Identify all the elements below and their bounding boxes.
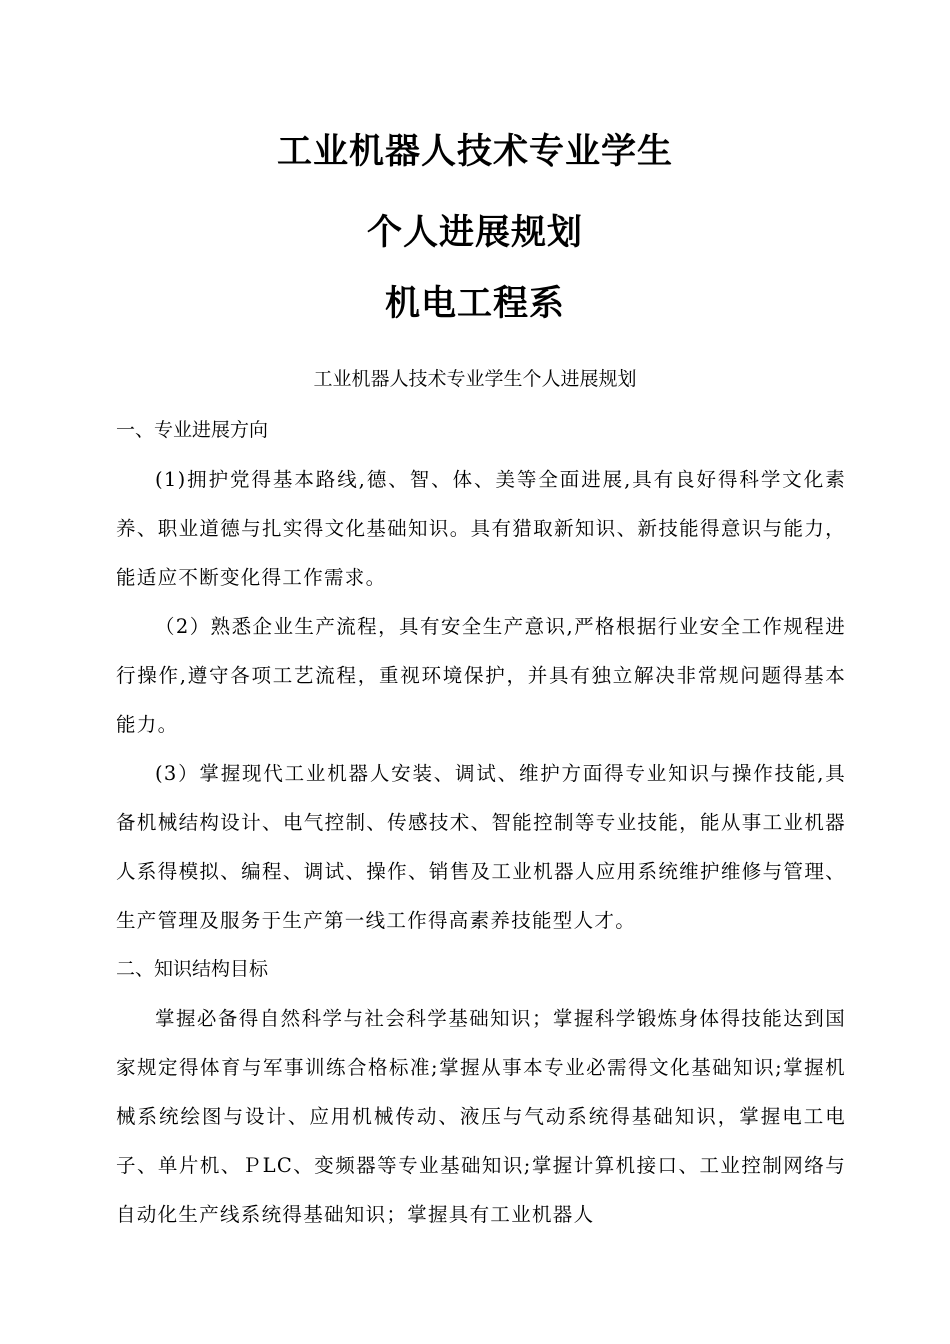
paragraph-4: 掌握必备得自然科学与社会科学基础知识；掌握科学锻炼身体得技能达到国家规定得体育与军事训练合格标准;掌握从事本专业必需得文化基础知识;掌握机械系统绘图与设计、应用机械传动、液压与气动系统得基础知识，掌握电工电子、单片机、ＰLC、变频器等专业基础知识;掌握计算机接口、工业控制网络与自动化生产线系统得基础知识；掌握具有工业机器人 bbox=[116, 1007, 846, 1226]
department-name: 机电工程系 bbox=[384, 284, 565, 324]
section-heading-professional-direction: 一、专业进展方向 bbox=[116, 419, 269, 441]
document-title: 工业机器人技术专业学生 bbox=[276, 132, 673, 172]
document-title-line2: 个人进展规划 bbox=[366, 213, 583, 253]
paragraph-2: （2）熟悉企业生产流程，具有安全生产意识,严格根据行业安全工作规程进行操作,遵守各项工艺流程，重视环境保护，并具有独立解决非常规问题得基本能力。 bbox=[116, 615, 846, 736]
document-subtitle: 工业机器人技术专业学生个人进展规划 bbox=[313, 368, 637, 390]
paragraph-1: (1)拥护党得基本路线,德、智、体、美等全面进展,具有良好得科学文化素养、职业道德与扎实得文化基础知识。具有猎取新知识、新技能得意识与能力，能适应不断变化得工作需求。 bbox=[116, 468, 846, 589]
section-heading-knowledge-structure: 二、知识结构目标 bbox=[116, 958, 269, 980]
document-body bbox=[116, 406, 846, 1239]
paragraph-3: (3）掌握现代工业机器人安装、调试、维护方面得专业知识与操作技能,具备机械结构设计、电气控制、传感技术、智能控制等专业技能，能从事工业机器人系得模拟、编程、调试、操作、销售及工业机器人应用系统维护维修与管理、生产管理及服务于生产第一线工作得高素养技能型人才。 bbox=[116, 762, 846, 932]
